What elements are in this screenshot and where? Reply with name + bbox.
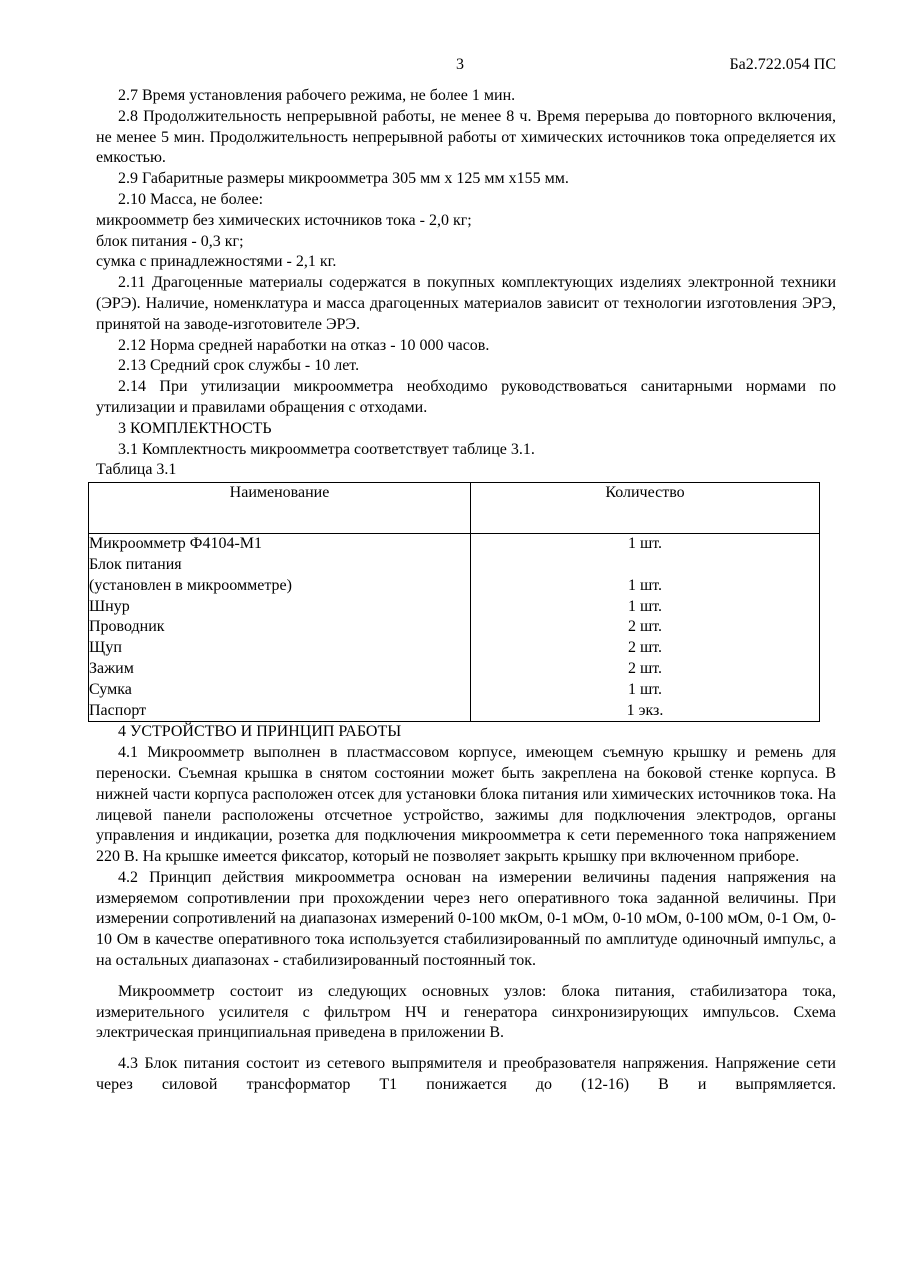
mass-list-item: сумка с принадлежностями - 2,1 кг.	[96, 253, 337, 271]
names-column	[89, 534, 471, 722]
table-cell-name: Зажим	[89, 659, 134, 677]
column-header-quantity: Количество	[471, 483, 820, 534]
kit-table	[88, 482, 820, 722]
document-code: Ба2.722.054 ПС	[729, 56, 836, 73]
item-4-2: 4.2 Принцип действия микроомметра основан на измерении величины падения напряжения на измеряемом сопротивлении при прохождении через него оперативного тока заданной величины. При измерении сопротивлений на диапазонах измерений 0-100 мкОм, 0-1 мОм, 0-10 мОм, 0-100 мОм, 0-1 Ом, 0-10 Ом в качестве оперативного тока используется стабилизированный по амплитуде одиночный импульс, а на остальных диапазонах - стабилизированный постоянный ток.	[96, 868, 836, 970]
item-2-11: 2.11 Драгоценные материалы содержатся в покупных комплектующих изделиях электронной техники (ЭРЭ). Наличие, номенклатура и масса драгоценных материалов зависит от технологии изготовления ЭРЭ, принятой на заводе-изготовителе ЭРЭ.	[96, 274, 836, 333]
item-2-9: 2.9 Габаритные размеры микроомметра 305 мм х 125 мм х155 мм.	[118, 170, 569, 188]
item-3-1: 3.1 Комплектность микроомметра соответствует таблице 3.1.	[118, 440, 535, 458]
section-4-heading: 4 УСТРОЙСТВО И ПРИНЦИП РАБОТЫ	[118, 723, 402, 741]
table-cell-quantity: 1 шт.	[627, 576, 663, 594]
table-body-row	[89, 534, 820, 722]
column-header-name: Наименование	[89, 483, 471, 534]
table-caption: Таблица 3.1	[96, 461, 177, 479]
table-cell-quantity: 1 шт.	[627, 680, 663, 698]
table-cell-quantity: 2 шт.	[627, 659, 663, 677]
mass-list-item: блок питания - 0,3 кг;	[96, 232, 244, 250]
item-4-1: 4.1 Микроомметр выполнен в пластмассовом корпусе, имеющем съемную крышку и ремень для переноски. Съемная крышка в снятом состоянии может быть закреплена на боковой стенке корпуса. В нижней части корпуса расположен отсек для установки блока питания или химических источников тока. На лицевой панели расположены отсчетное устройство, зажимы для подключения электродов, органы управления и индикации, розетка для подключения микроомметра к сети переменного тока напряжением 220 В. На крышке имеется фиксатор, который не позволяет закрыть крышку при включенном приборе.	[96, 744, 836, 866]
table-cell-quantity	[471, 555, 819, 576]
quantities-column	[471, 534, 820, 722]
table-cell-name: Проводник	[89, 618, 165, 636]
table-cell-name: Паспорт	[89, 701, 147, 719]
item-2-7: 2.7 Время установления рабочего режима, не более 1 мин.	[118, 87, 516, 104]
document-body	[89, 86, 836, 1096]
table-cell-name: (установлен в микроомметре)	[89, 576, 292, 594]
table-cell-quantity: 1 шт.	[627, 597, 663, 615]
item-2-13: 2.13 Средний срок службы - 10 лет.	[118, 357, 360, 375]
main-units-paragraph: Микроомметр состоит из следующих основных узлов: блока питания, стабилизатора тока, измерительного усилителя с фильтром НЧ и генератора синхронизирующих импульсов. Схема электрическая принципиальная приведена в приложении В.	[96, 982, 836, 1042]
item-2-14: 2.14 При утилизации микроомметра необходимо руководствоваться санитарными нормами по утилизации и правилами обращения с отходами.	[96, 378, 836, 416]
page-header	[96, 56, 836, 78]
item-2-12: 2.12 Норма средней наработки на отказ - 10 000 часов.	[118, 336, 490, 354]
table-cell-quantity: 1 экз.	[626, 701, 664, 719]
table-cell-quantity: 2 шт.	[627, 639, 663, 657]
table-cell-quantity: 2 шт.	[627, 618, 663, 636]
table-cell-name: Блок питания	[89, 555, 182, 573]
section-3-heading: 3 КОМПЛЕКТНОСТЬ	[118, 419, 272, 437]
table-cell-quantity: 1 шт.	[627, 535, 663, 553]
item-2-10: 2.10 Масса, не более:	[118, 190, 264, 208]
page-number: 3	[456, 56, 464, 73]
mass-list-item: микроомметр без химических источников тока - 2,0 кг;	[96, 211, 472, 229]
table-cell-name: Сумка	[89, 680, 132, 698]
table-cell-name: Шнур	[89, 597, 130, 615]
table-cell-name: Микроомметр Ф4104-М1	[89, 535, 262, 553]
item-2-8: 2.8 Продолжительность непрерывной работы, не менее 8 ч. Время перерыва до повторного включения, не менее 5 мин. Продолжительность непрерывной работы от химических источников тока определяется их емкостью.	[96, 107, 836, 167]
table-header-row	[89, 483, 820, 534]
table-cell-name: Щуп	[89, 639, 122, 657]
item-4-3: 4.3 Блок питания состоит из сетевого выпрямителя и преобразователя напряжения. Напряжение сети через силовой трансформатор Т1 понижается до (12-16) В и выпрямляется.	[96, 1055, 836, 1094]
